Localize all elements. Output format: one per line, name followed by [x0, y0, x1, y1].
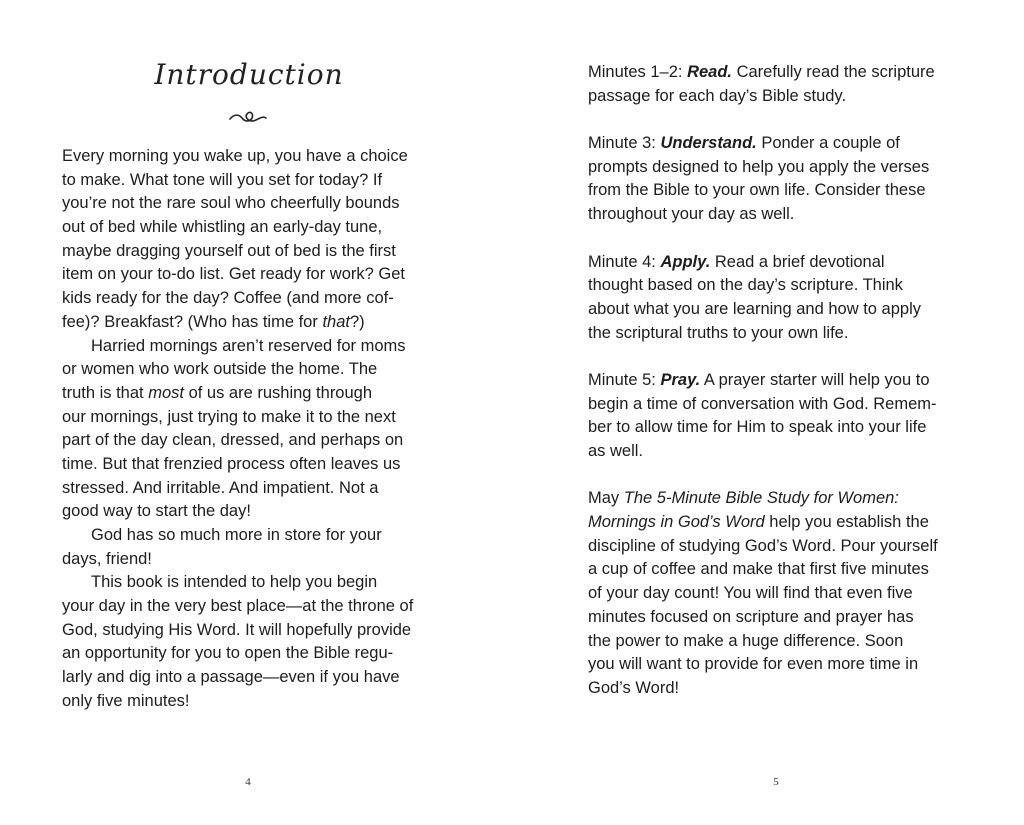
- text-line: Harried mornings aren’t reserved for moms: [91, 336, 406, 355]
- text-line: you will want to provide for even more time in: [588, 655, 919, 674]
- text-line: kids ready for the day? Coffee (and more cof-: [62, 289, 394, 308]
- step-understand-keyword: Understand.: [660, 134, 757, 153]
- text-line: God has so much more in store for your: [91, 526, 382, 544]
- text-line: stressed. And irritable. And impatient. Not a: [62, 478, 379, 497]
- text-line: minutes focused on scripture and prayer has: [588, 607, 914, 626]
- text-line: the power to make a huge difference. Soon: [588, 631, 904, 650]
- text-line: good way to start the day!: [62, 502, 251, 521]
- step-read-keyword: Read.: [687, 63, 732, 81]
- text-line: item on your to-do list. Get ready for work? Get: [62, 265, 405, 284]
- text-line: our mornings, just trying to make it to the next: [62, 407, 396, 426]
- text-line: God’s Word!: [588, 678, 680, 697]
- text-line: of your day count! You will find that even five: [588, 584, 913, 603]
- flourish-ornament-icon: [228, 106, 268, 128]
- text-line: part of the day clean, dressed, and perhaps on: [62, 431, 404, 450]
- text-line: or women who work outside the home. The: [62, 360, 378, 379]
- step-pray-keyword: Pray.: [660, 370, 701, 389]
- emphasis-that: that: [322, 312, 350, 331]
- text-line: only five minutes!: [62, 691, 190, 710]
- text-line: maybe dragging yourself out of bed is the first: [62, 241, 396, 260]
- text-line: to make. What tone will you set for today? If: [62, 170, 383, 189]
- text-line: Mornings in God’s Word help you establish the: [588, 513, 929, 532]
- text-line: about what you are learning and how to apply: [588, 299, 921, 318]
- chapter-title: Introduction: [154, 58, 344, 91]
- text-line: throughout your day as well.: [588, 205, 795, 224]
- book-title-part-1: The 5-Minute Bible Study for Women:: [623, 489, 899, 508]
- text-line: a cup of coffee and make that first five minutes: [588, 560, 929, 579]
- text-line: thought based on the day’s scripture. Think: [588, 276, 903, 295]
- text-line: fee)? Breakfast? (Who has time for that?): [62, 312, 365, 331]
- text-line: time. But that frenzied process often leaves us: [62, 454, 401, 473]
- text-line: This book is intended to help you begin: [91, 573, 378, 592]
- book-title-part-2: Mornings in God’s Word: [588, 513, 765, 532]
- text-line: passage for each day’s Bible study.: [588, 86, 847, 105]
- text-line: ber to allow time for Him to speak into your life: [588, 418, 927, 437]
- text-line: out of bed while whistling an early-day tune,: [62, 218, 383, 237]
- step-read-line: Minutes 1–2: Read. Carefully read the scripture: [588, 63, 935, 81]
- emphasis-most: most: [148, 383, 184, 402]
- step-apply-keyword: Apply.: [660, 252, 711, 271]
- text-line: from the Bible to your own life. Consider these: [588, 181, 926, 200]
- text-line: as well.: [588, 442, 644, 460]
- step-understand-line: Minute 3: Understand. Ponder a couple of: [588, 134, 900, 153]
- text-line: truth is that most of us are rushing through: [62, 383, 373, 402]
- text-line: the scriptural truths to your own life.: [588, 323, 849, 342]
- text-line: discipline of studying God’s Word. Pour yourself: [588, 536, 938, 555]
- page-number: 5: [773, 776, 779, 788]
- text-line: begin a time of conversation with God. Remem-: [588, 394, 937, 413]
- text-line: you’re not the rare soul who cheerfully bounds: [62, 194, 400, 213]
- text-line: May The 5-Minute Bible Study for Women:: [588, 489, 899, 508]
- text-line: Every morning you wake up, you have a choice: [62, 147, 408, 165]
- text-line: larly and dig into a passage—even if you have: [62, 668, 400, 687]
- text-line: days, friend!: [62, 549, 152, 568]
- text-line: your day in the very best place—at the throne of: [62, 597, 414, 616]
- page-number: 4: [245, 776, 251, 788]
- introduction-body: [62, 145, 442, 714]
- text-line: God, studying His Word. It will hopefully provide: [62, 620, 412, 639]
- step-apply-line: Minute 4: Apply. Read a brief devotional: [588, 252, 885, 271]
- right-page: [512, 0, 1024, 825]
- text-line: an opportunity for you to open the Bible regu-: [62, 644, 394, 663]
- text-line: prompts designed to help you apply the verses: [588, 157, 930, 176]
- study-steps-body: [588, 61, 968, 701]
- step-pray-line: Minute 5: Pray. A prayer starter will help you to: [588, 370, 930, 389]
